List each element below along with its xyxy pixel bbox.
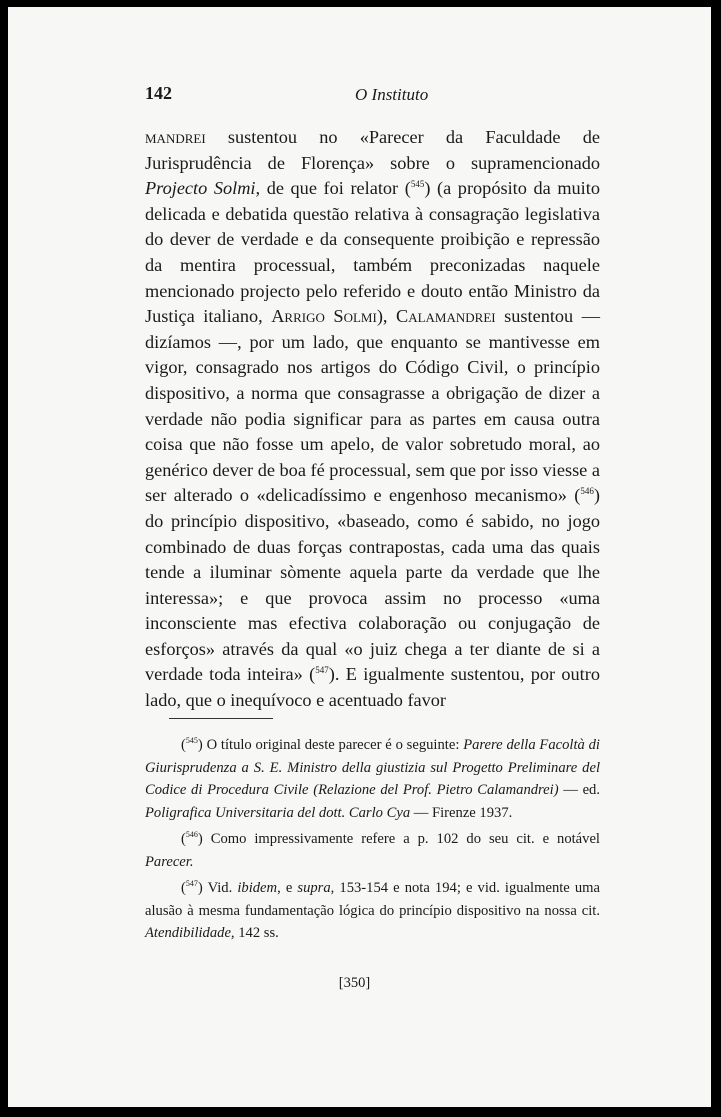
footnote-545-ed: — ed.: [558, 782, 600, 798]
footnote-546-marker: 546: [185, 830, 198, 840]
body-text-1: sustentou no «Parecer da Faculdade de Jurisprudência de Florença» sobre o supramencionado: [145, 127, 600, 173]
footnote-ref-547: 547: [315, 665, 329, 676]
footnote-547-end: 142 ss.: [234, 925, 279, 941]
footnotes: [145, 734, 600, 945]
body-text-3: ),: [376, 306, 397, 327]
name-calamandrei: Calamandrei: [396, 306, 496, 327]
page-number: 142: [145, 83, 172, 103]
footnote-547-atendibilidade: Atendibilidade,: [145, 925, 235, 941]
footnote-545-title: Parere della Facoltà di Giurisprudenza a S. E. Ministro della giustizia sul Progetto Preliminare del Codice di Procedura Civile (Relazione del Prof. Pietro Calamandrei): [145, 737, 600, 798]
footnote-545: ($^{545}$) O título original deste parecer é o seguinte: Parere della Facoltà di Giurisprudenza a S. E. Ministro della giustizia sul Progetto Preliminare del Codice di Procedura Civile (Relazione del Prof. Pietro Calamandrei) — ed. Poligrafica Universitaria del dott. Carlo Cya — Firenze 1937.: [145, 736, 600, 821]
running-title: O Instituto: [355, 85, 429, 104]
body-paragraph: [145, 125, 600, 714]
footnote-547-marker: 547: [185, 879, 198, 889]
body-text-1b: de que foi relator (: [260, 178, 411, 199]
footnote-546-italic: Parecer.: [145, 853, 194, 870]
footnote-547-e: , e: [277, 880, 298, 896]
footnote-545-marker: 545: [185, 736, 198, 746]
footnote-546: ($^{546}$) Como impressivamente refere a p. 102 do seu cit. e notável Parecer.: [145, 830, 600, 870]
body-text-4: sustentou — dizíamos —, por um lado, que enquanto se mantivesse em vigor, consagrado nos artigos do Código Civil, o princípio dispositivo, a norma que consagrasse a obrigação de dizer a verdade não podia significar para as partes em causa outra coisa que não fosse um apelo, de valor sobretudo moral, ao genérico dever de boa fé processual, sem que por isso viesse a ser alterado o «delicadíssimo e engenhoso mecanismo» (: [145, 306, 601, 506]
footnote-divider: [169, 718, 273, 719]
footnote-546-text: Como impressivamente refere a p. 102 do seu cit. e notável: [202, 831, 600, 847]
footnote-547-supra: supra: [297, 880, 331, 896]
page-label: [350]: [338, 975, 371, 991]
document-page: [8, 7, 711, 1107]
footnote-547-ibidem: ibidem: [237, 880, 278, 896]
page-header: [145, 83, 600, 109]
footnote-547-text: , 153-154 e nota 194; e vid. igualmente uma alusão à mesma fundamentação lógica do princípio dispositivo na nossa cit.: [145, 880, 600, 919]
footnote-ref-545: 545: [410, 179, 425, 190]
name-mandrei: mandrei: [145, 127, 206, 147]
body-text-5: ) do princípio dispositivo, «baseado, como é sabido, no jogo combinado de duas forças contrapostas, cada uma das quais tende a iluminar sòmente aquela parte da verdade que lhe interessa»; e que provoca assim no processo «uma inconsciente mas efectiva colaboração ou conjugação de esforços» através da qual «o juiz chega a ter diante de si a verdade toda inteira» (: [145, 485, 600, 685]
page-footer: [8, 975, 711, 992]
body-text-2: ) (a propósito da muito delicada e debatida questão relativa à consagração legislativa do dever de verdade e da consequente proibição e repressão da mentira processual, também preconizadas naquele mencionado projecto pelo referido e douto então Ministro da Justiça italiano,: [145, 178, 600, 327]
name-arrigo-solmi: Arrigo Solmi: [271, 306, 377, 327]
footnote-545-publisher: Poligrafica Universitaria del dott. Carlo Cya: [145, 804, 411, 821]
footnote-ref-546: 546: [580, 486, 594, 497]
body-text-6: ). E igualmente sustentou, por outro lado, que o inequívoco e acentuado favor: [145, 664, 600, 711]
footnote-545-text: O título original deste parecer é o seguinte:: [202, 737, 464, 753]
footnote-545-place: — Firenze 1937.: [410, 804, 513, 821]
footnote-547: ($^{547}$) Vid. ibidem, e supra, 153-154 e nota 194; e vid. igualmente uma alusão à mesma fundamentação lógica do princípio dispositivo na nossa cit. Atendibilidade, 142 ss.: [145, 879, 600, 941]
footnote-547-vid: Vid.: [202, 880, 238, 896]
body-italic-projecto: Projecto Solmi,: [145, 178, 261, 199]
